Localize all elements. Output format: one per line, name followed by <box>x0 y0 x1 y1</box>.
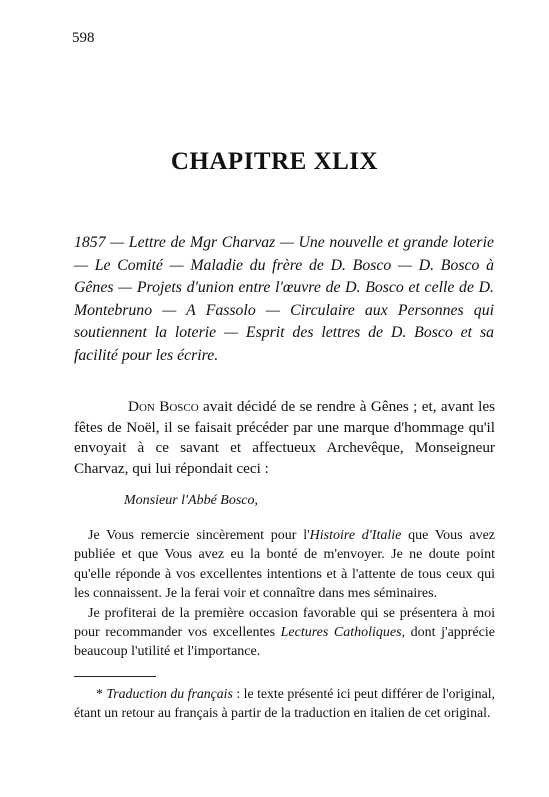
don-bosco-name: Don Bosco <box>128 398 199 415</box>
footnote-rule <box>74 676 156 677</box>
body-paragraph-text: avait décidé de se rendre à Gênes ; et, avant les fêtes de Noël, il se faisait précéder par une marque d'hommage qu'il envoyait à ce savant et affectueux Archevêque, Monseigneur Charvaz, qui lui répondait ceci : <box>74 398 495 477</box>
chapter-summary-text: 1857 — Lettre de Mgr Charvaz — Une nouvelle et grande loterie — Le Comité — Maladie du frère de D. Bosco — D. Bosco à Gênes — Projets d'union entre l'œuvre de D. Bosco et celle de D. Montebruno — A Fassolo — Circulaire aux Personnes qui soutiennent la loterie — Esprit des lettres de D. Bosco et sa facilité pour les écrire. <box>74 234 494 364</box>
body-paragraph <box>74 397 495 479</box>
chapter-summary <box>74 232 494 368</box>
letter-p1-after: que Vous avez publiée et que Vous avez eu la bonté de m'envoyer. Je ne doute point qu'elle réponde à vos excellentes intentions et à l'attente de tous ceux qui les connaissent. Je la ferai voir et connaître dans mes séminaires. <box>74 528 495 602</box>
letter-p2-after: dont j'apprécie beaucoup l'utilité et l'importance. <box>74 625 495 660</box>
chapter-title: CHAPITRE XLIX <box>170 148 379 175</box>
letter-paragraph-1 <box>74 526 495 604</box>
footnote-text: : le texte présenté ici peut différer de l'original, étant un retour au français à partir de la traduction en italien de cet original. <box>74 686 495 721</box>
letter-p1-before: Je Vous remercie sincèrement pour l' <box>88 528 310 543</box>
letter-body <box>74 526 495 662</box>
letter-p2-before: Je profiterai de la première occasion favorable qui se présentera à moi pour recommander vos excellentes <box>74 605 495 641</box>
page-number: 598 <box>72 30 95 46</box>
letter-p2-title: Lectures Catholiques, <box>280 625 406 641</box>
footnote-marker: * <box>96 686 107 701</box>
letter-p1-title: Histoire d'Italie <box>309 528 402 543</box>
letter-paragraph-2 <box>74 604 495 662</box>
letter-salutation: Monsieur l'Abbé Bosco, <box>124 493 259 508</box>
footnote <box>74 684 495 723</box>
footnote-label: Traduction du français <box>106 686 233 701</box>
